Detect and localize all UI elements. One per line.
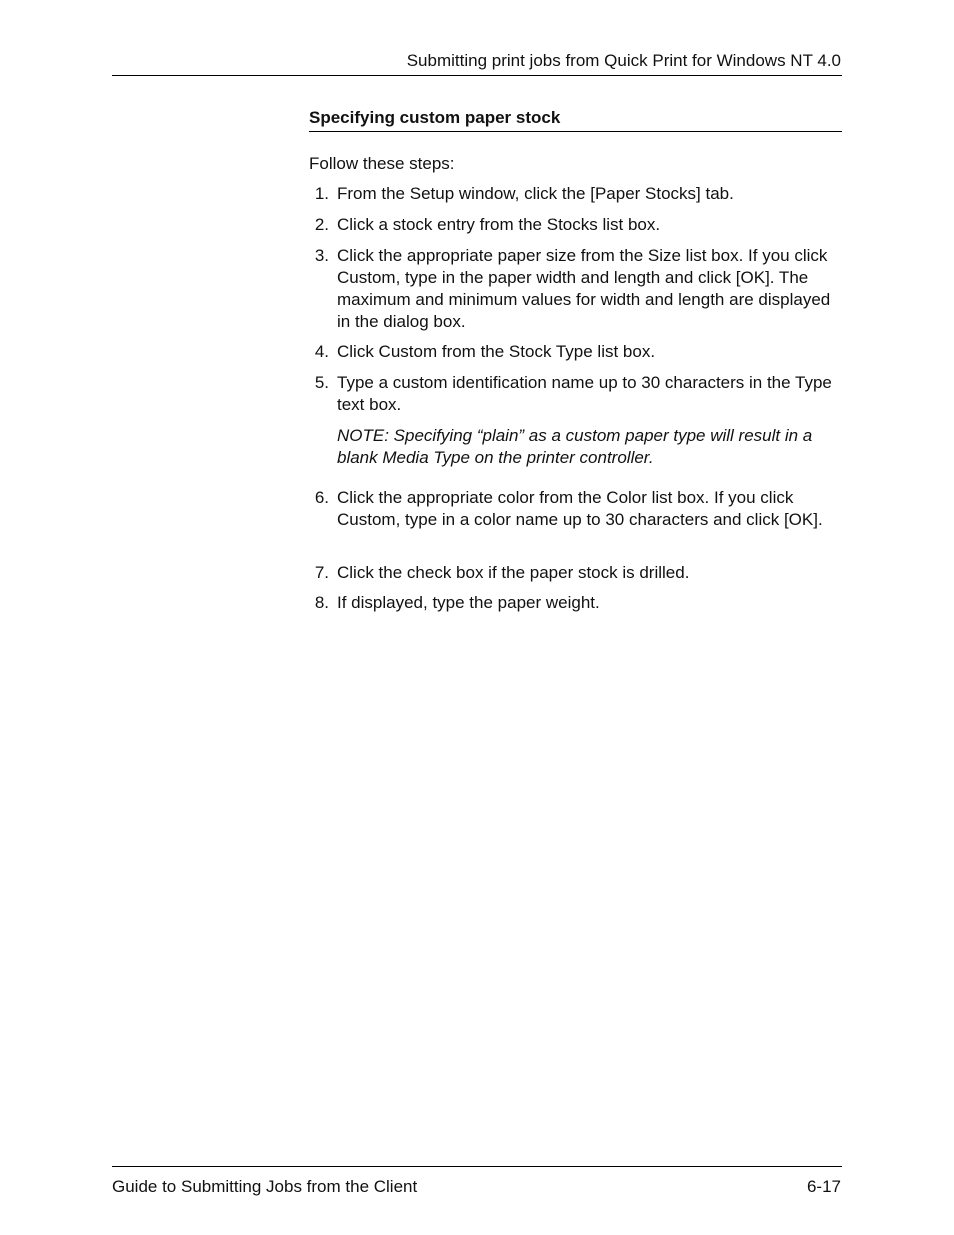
step-text: Click the appropriate color from the Color list box. If you click Custom, type in a color name up to 30 characters and click [OK].: [337, 488, 823, 529]
page-number: 6-17: [806, 1177, 841, 1196]
note-text: NOTE: Specifying “plain” as a custom paper type will result in a blank Media Type on the printer controller.: [337, 426, 813, 467]
step-text: Click Custom from the Stock Type list box.: [337, 342, 656, 361]
step-number: 8.: [314, 593, 329, 612]
intro-text: Follow these steps:: [309, 154, 455, 173]
footer-title: Guide to Submitting Jobs from the Client: [112, 1177, 418, 1196]
step-text: Type a custom identification name up to 30 characters in the Type text box.: [337, 373, 832, 414]
step-number: 2.: [314, 215, 329, 234]
step-text: From the Setup window, click the [Paper Stocks] tab.: [337, 184, 734, 203]
heading-rule: [309, 131, 842, 132]
step-number: 5.: [314, 373, 329, 392]
header-rule: [112, 75, 842, 76]
footer-rule: [112, 1166, 842, 1167]
step-number: 7.: [314, 563, 329, 582]
step-number: 3.: [314, 246, 329, 265]
step-text: Click a stock entry from the Stocks list box.: [337, 215, 661, 234]
step-text: Click the appropriate paper size from the Size list box. If you click Custom, type in the paper width and length and click [OK]. The maximum and minimum values for width and length are displayed in the dialog box.: [337, 246, 831, 331]
step-text: If displayed, type the paper weight.: [337, 593, 600, 612]
running-header: Submitting print jobs from Quick Print for Windows NT 4.0: [406, 51, 841, 70]
section-heading: Specifying custom paper stock: [309, 108, 561, 127]
step-text: Click the check box if the paper stock is drilled.: [337, 563, 690, 582]
step-number: 4.: [314, 342, 329, 361]
step-number: 6.: [314, 488, 329, 507]
step-number: 1.: [314, 184, 329, 203]
